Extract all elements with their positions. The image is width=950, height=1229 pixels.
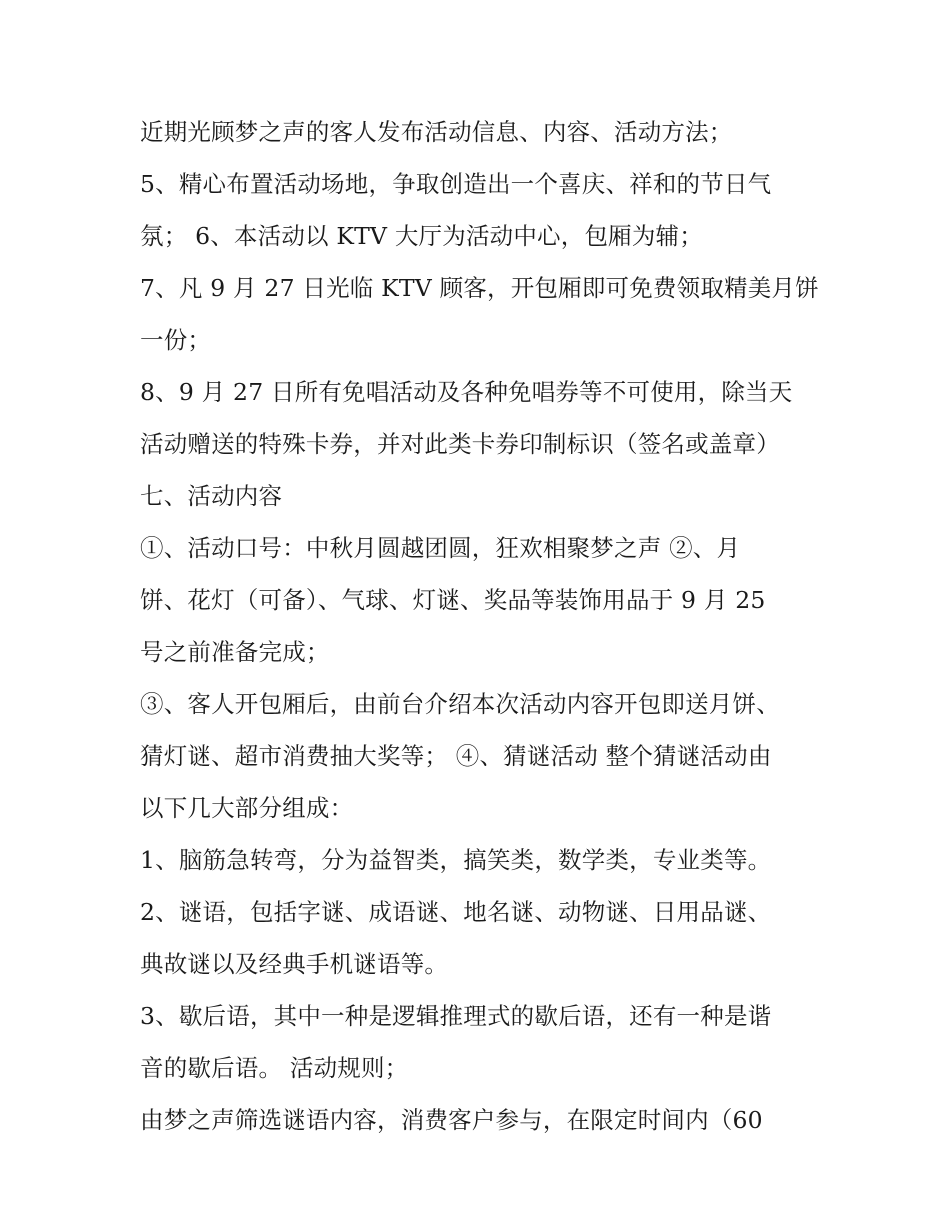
text-line: 2、谜语，包括字谜、成语谜、地名谜、动物谜、日用品谜、 [140, 898, 772, 926]
text-line: 3、歇后语，其中一种是逻辑推理式的歇后语，还有一种是谐 [140, 1002, 772, 1030]
text-line: 活动赠送的特殊卡券，并对此类卡券印制标识（签名或盖章） [140, 430, 780, 458]
text-line: 典故谜以及经典手机谜语等。 [140, 950, 449, 978]
text-line: 一份； [140, 326, 212, 354]
text-line: 以下几大部分组成： [140, 794, 354, 822]
document-body [140, 106, 820, 1146]
text-line: 1、脑筋急转弯，分为益智类，搞笑类，数学类，专业类等。 [140, 846, 772, 874]
text-line: 近期光顾梦之声的客人发布活动信息、内容、活动方法； [140, 118, 733, 146]
text-line: 氛； 6、本活动以 KTV 大厅为活动中心，包厢为辅； [140, 222, 703, 250]
text-line: 7、凡 9 月 27 日光临 KTV 顾客，开包厢即可免费领取精美月饼 [140, 274, 819, 302]
text-line: 5、精心布置活动场地，争取创造出一个喜庆、祥和的节日气 [140, 170, 772, 198]
text-line: 8、9 月 27 日所有免唱活动及各种免唱券等不可使用，除当天 [140, 378, 793, 406]
text-line: 饼、花灯（可备）、气球、灯谜、奖品等装饰用品于 9 月 25 [140, 586, 766, 614]
text-line: 音的歇后语。 活动规则； [140, 1054, 409, 1082]
text-line: ③、客人开包厢后，由前台介绍本次活动内容开包即送月饼、 [140, 690, 780, 718]
text-line: 号之前准备完成； [140, 638, 330, 666]
text-line: 由梦之声筛选谜语内容，消费客户参与，在限定时间内（60 [140, 1106, 763, 1134]
text-line: 猜灯谜、超市消费抽大奖等； ④、猜谜活动 整个猜谜活动由 [140, 742, 772, 770]
text-line: ①、活动口号：中秋月圆越团圆，狂欢相聚梦之声 ②、月 [140, 534, 741, 562]
section-heading: 七、活动内容 [140, 482, 283, 510]
